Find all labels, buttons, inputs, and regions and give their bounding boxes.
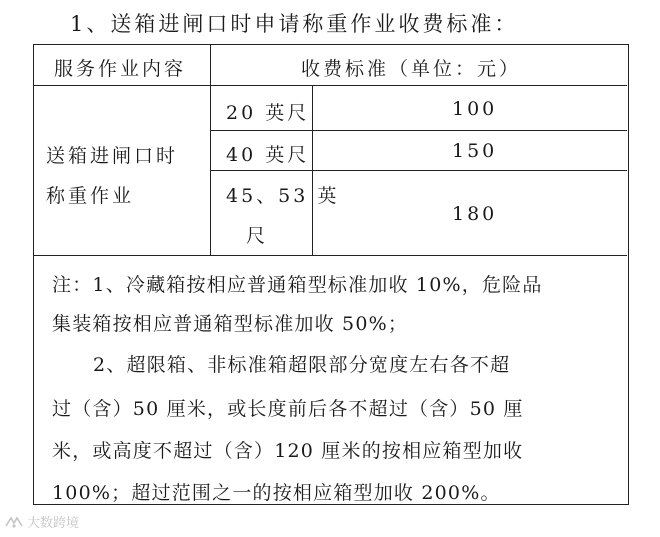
fee-45-53ft: 180 [452,203,498,225]
size-column-divider [312,85,313,255]
watermark [4,512,79,531]
note-line-2: 集装箱按相应普通箱型标准加收 50%； [52,313,409,335]
watermark-logo-icon [4,515,24,529]
service-name-line1: 送箱进闸口时 [46,145,179,167]
size-40ft: 40 英尺 [226,144,310,166]
service-column-divider [210,45,211,255]
size-45-53ft-line2: 尺 [246,225,269,247]
service-name-line2: 称重作业 [46,185,135,207]
size-45-53ft-line1: 45、53 英 [226,185,340,207]
header-row-divider [34,85,627,86]
notes-divider [34,255,627,256]
note-line-4: 过（含）50 厘米，或长度前后各不超过（含）50 厘 [52,398,524,420]
size-20ft: 20 英尺 [226,102,310,124]
watermark-text: 大数跨境 [27,516,80,531]
header-fee-standard: 收费标准（单位：元） [301,58,522,80]
header-service-content: 服务作业内容 [54,58,187,80]
row2-divider [210,170,627,171]
note-line-3: 2、超限箱、非标准箱超限部分宽度左右各不超 [93,354,511,376]
page-heading: 1、送箱进闸口时申请称重作业收费标准： [70,12,519,36]
note-line-5: 米，或高度不超过（含）120 厘米的按相应箱型加收 [52,440,524,462]
note-line-6: 100%；超过范围之一的按相应箱型加收 200%。 [52,482,501,504]
fee-40ft: 150 [452,140,498,162]
row1-divider [210,130,627,131]
note-line-1: 注：1、冷藏箱按相应普通箱型标准加收 10%，危险品 [52,274,543,296]
fee-20ft: 100 [452,98,498,120]
